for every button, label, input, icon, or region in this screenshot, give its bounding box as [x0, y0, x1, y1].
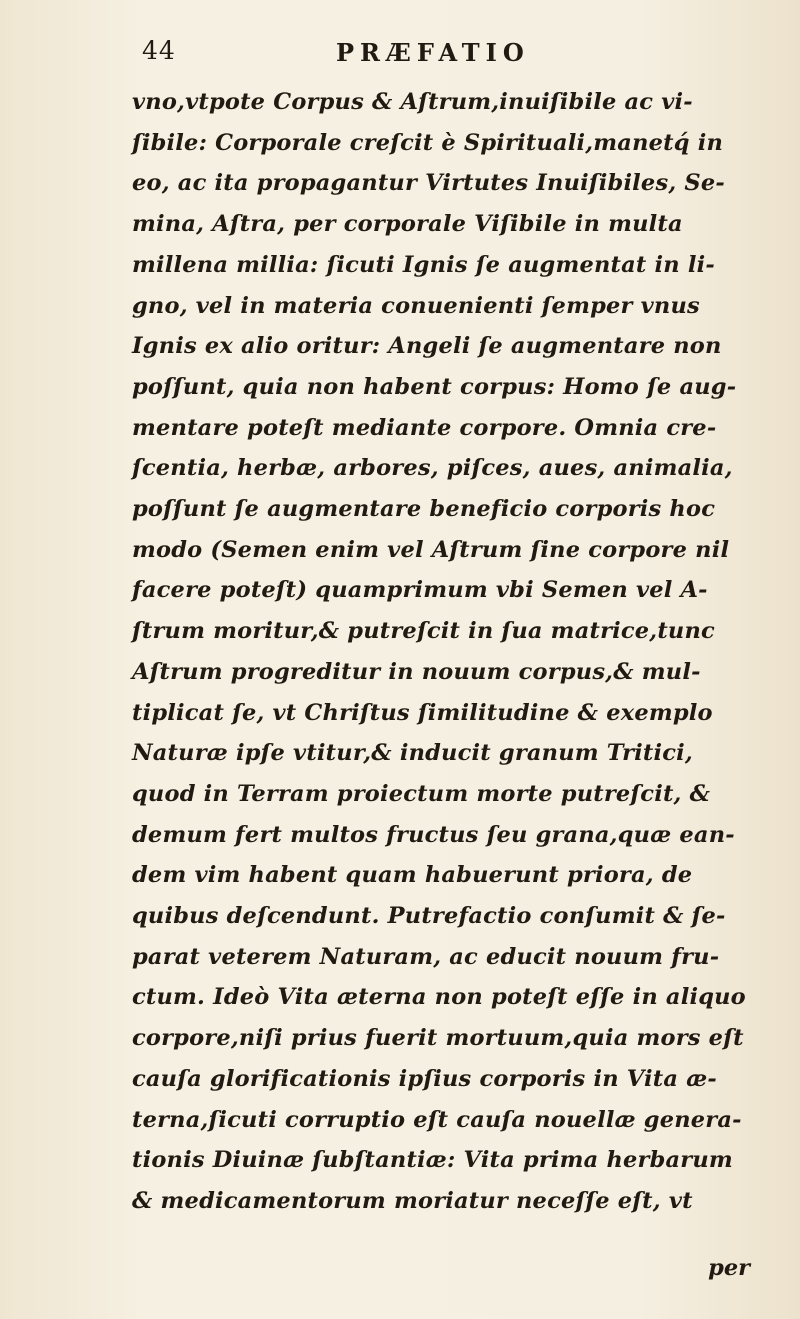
text-line: tionis Diuinæ ſubſtantiæ: Vita prima herbarum [132, 1147, 733, 1174]
text-line: & medicamentorum moriatur neceſſe eſt, vt [132, 1187, 693, 1214]
text-line: terna,ſicuti corruptio eſt cauſa nouellæ genera- [132, 1106, 742, 1133]
text-line: tiplicat ſe, vt Chriſtus ſimilitudine & exemplo [132, 699, 713, 726]
text-line: facere poteſt) quamprimum vbi Semen vel A- [132, 577, 708, 604]
text-line: poſſunt ſe augmentare beneficio corporis hoc [132, 496, 716, 523]
text-line: parat veterem Naturam, ac educit nouum fru- [132, 943, 720, 970]
text-line: quibus deſcendunt. Putrefactio conſumit & ſe- [132, 903, 726, 930]
text-line: eo, ac ita propagantur Virtutes Inuiſibiles, Se- [132, 170, 725, 197]
text-line: corpore,niſi prius fuerit mortuum,quia mors eſt [132, 1025, 744, 1052]
body-text [132, 82, 772, 1222]
text-line: dem vim habent quam habuerunt priora, de [132, 862, 693, 889]
text-line: gno, vel in materia conuenienti ſemper vnus [132, 292, 700, 319]
text-line: Naturæ ipſe vtitur,& inducit granum Tritici, [132, 740, 693, 767]
page-number: 44 [142, 36, 176, 65]
text-line: quod in Terram proiectum morte putreſcit, & [132, 780, 711, 807]
text-line: mentare poteſt mediante corpore. Omnia cre- [132, 414, 717, 441]
text-line: millena millia: ſicuti Ignis ſe augmentat in li- [132, 251, 715, 278]
text-line: Aſtrum progreditur in nouum corpus,& mul- [132, 658, 701, 685]
text-line: cauſa glorificationis ipſius corporis in Vita æ- [132, 1065, 717, 1092]
text-line: mina, Aſtra, per corporale Viſibile in multa [132, 211, 683, 238]
text-line: ſtrum moritur,& putreſcit in ſua matrice,tunc [132, 618, 715, 645]
text-line: poſſunt, quia non habent corpus: Homo ſe aug- [132, 373, 737, 400]
text-line: Ignis ex alio oritur: Angeli ſe augmentare non [132, 333, 722, 360]
catchword: per [708, 1255, 750, 1281]
text-line: vno,vtpote Corpus & Aſtrum,inuiſibile ac vi- [132, 89, 693, 115]
text-line: demum fert multos fructus ſeu grana,quæ ean- [132, 821, 735, 848]
text-line: ſcentia, herbæ, arbores, piſces, aues, animalia, [132, 455, 733, 482]
text-line: ctum. Ideò Vita æterna non poteſt eſſe in aliquo [132, 984, 746, 1011]
page-header [136, 28, 596, 72]
text-line: ſibile: Corporale creſcit è Spirituali,manetq́ in [132, 129, 724, 156]
running-title: PRÆFATIO [336, 38, 530, 67]
text-line: modo (Semen enim vel Aſtrum ſine corpore nil [132, 536, 730, 563]
